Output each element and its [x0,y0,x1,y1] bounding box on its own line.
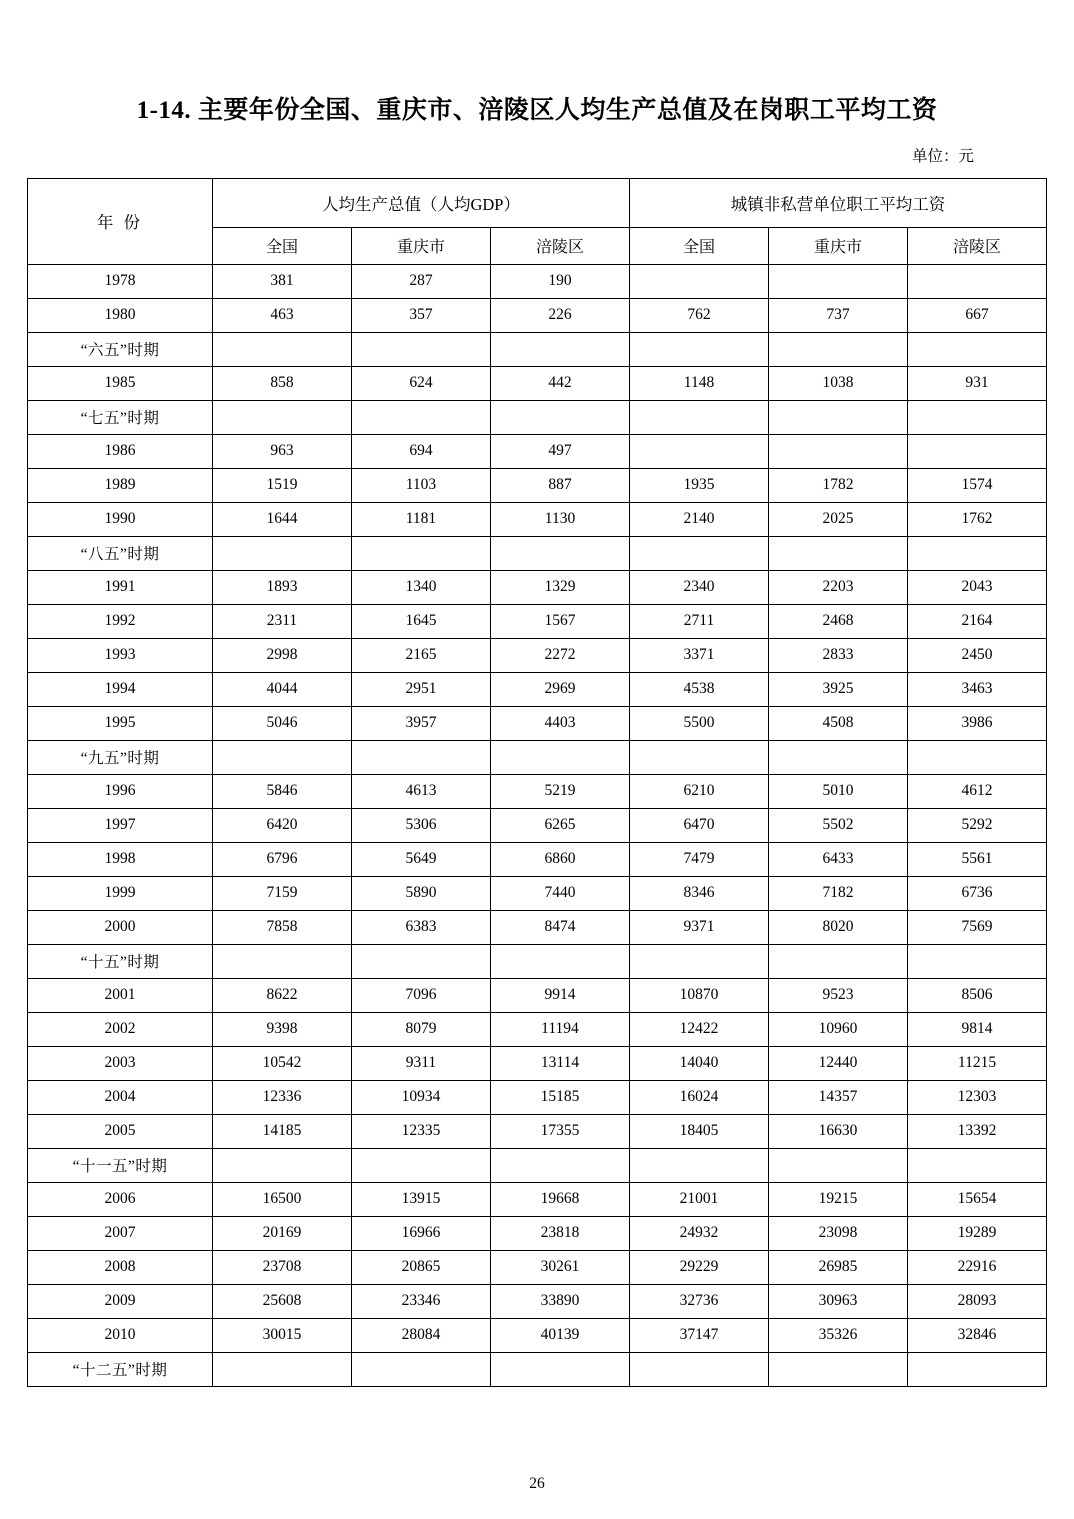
data-cell: 8506 [908,978,1047,1012]
data-cell: 2969 [490,672,629,706]
column-header-wage-national: 全国 [630,227,769,264]
data-cell: 29229 [630,1250,769,1284]
data-cell [769,264,908,298]
data-cell [351,1352,490,1386]
table-row [27,502,1046,536]
data-cell: 13392 [908,1114,1047,1148]
data-cell: 5046 [212,706,351,740]
data-cell: 10960 [769,1012,908,1046]
data-cell [351,944,490,978]
year-label: 2007 [27,1216,212,1250]
data-cell [908,434,1047,468]
data-cell: 12422 [630,1012,769,1046]
data-cell [212,944,351,978]
data-cell [630,1148,769,1182]
table-row [27,944,1046,978]
data-cell: 3463 [908,672,1047,706]
period-label: “八五”时期 [27,536,212,570]
data-cell: 8474 [490,910,629,944]
column-header-wage-chongqing: 重庆市 [769,227,908,264]
data-cell: 10934 [351,1080,490,1114]
year-label: 1995 [27,706,212,740]
data-cell: 12336 [212,1080,351,1114]
data-cell: 2340 [630,570,769,604]
year-label: 1996 [27,774,212,808]
data-cell: 20865 [351,1250,490,1284]
data-cell [490,1148,629,1182]
data-cell: 442 [490,366,629,400]
data-cell: 4613 [351,774,490,808]
data-cell: 13114 [490,1046,629,1080]
data-cell: 8079 [351,1012,490,1046]
data-cell: 1644 [212,502,351,536]
data-cell: 1782 [769,468,908,502]
data-cell: 16500 [212,1182,351,1216]
year-label: 2000 [27,910,212,944]
data-cell: 6860 [490,842,629,876]
data-cell: 23346 [351,1284,490,1318]
year-label: 1993 [27,638,212,672]
data-cell [351,536,490,570]
period-label: “九五”时期 [27,740,212,774]
data-cell: 12335 [351,1114,490,1148]
data-cell: 1567 [490,604,629,638]
data-cell: 14357 [769,1080,908,1114]
column-header-gdp-chongqing: 重庆市 [351,227,490,264]
data-cell: 20169 [212,1216,351,1250]
year-label: 1980 [27,298,212,332]
table-row [27,774,1046,808]
data-cell: 357 [351,298,490,332]
data-cell [908,332,1047,366]
data-cell: 1935 [630,468,769,502]
data-cell [908,1148,1047,1182]
data-cell [769,434,908,468]
data-cell: 24932 [630,1216,769,1250]
data-cell [630,264,769,298]
data-cell: 1103 [351,468,490,502]
data-cell: 6383 [351,910,490,944]
data-cell [630,1352,769,1386]
data-cell: 2043 [908,570,1047,604]
year-label: 1990 [27,502,212,536]
data-cell: 17355 [490,1114,629,1148]
data-cell: 2272 [490,638,629,672]
data-cell: 858 [212,366,351,400]
data-cell: 6265 [490,808,629,842]
data-cell: 6433 [769,842,908,876]
data-cell: 7858 [212,910,351,944]
data-cell: 22916 [908,1250,1047,1284]
data-cell [769,1148,908,1182]
data-cell: 16024 [630,1080,769,1114]
table-row [27,604,1046,638]
data-cell: 35326 [769,1318,908,1352]
data-cell: 287 [351,264,490,298]
data-cell [630,944,769,978]
column-group-gdp: 人均生产总值（人均GDP） [212,178,629,227]
table-row [27,298,1046,332]
table-row [27,400,1046,434]
data-cell: 3957 [351,706,490,740]
data-cell: 32736 [630,1284,769,1318]
data-cell [769,332,908,366]
period-label: “十二五”时期 [27,1352,212,1386]
data-cell: 2711 [630,604,769,638]
data-cell: 19289 [908,1216,1047,1250]
data-cell: 1038 [769,366,908,400]
data-cell: 1130 [490,502,629,536]
data-cell [490,536,629,570]
data-cell: 19668 [490,1182,629,1216]
data-cell: 463 [212,298,351,332]
data-cell: 624 [351,366,490,400]
data-cell: 694 [351,434,490,468]
table-row [27,434,1046,468]
data-cell: 9371 [630,910,769,944]
data-cell: 1893 [212,570,351,604]
year-label: 2010 [27,1318,212,1352]
column-header-gdp-national: 全国 [212,227,351,264]
data-cell [769,1352,908,1386]
table-row [27,468,1046,502]
data-cell: 226 [490,298,629,332]
data-cell: 23818 [490,1216,629,1250]
table-body [27,264,1046,1386]
unit-note: 单位：元 [911,147,974,165]
data-cell: 2833 [769,638,908,672]
data-cell: 16966 [351,1216,490,1250]
period-label: “十一五”时期 [27,1148,212,1182]
year-label: 1978 [27,264,212,298]
year-label: 1989 [27,468,212,502]
data-cell: 28093 [908,1284,1047,1318]
table-header [27,178,1046,264]
data-cell [908,944,1047,978]
data-cell: 6420 [212,808,351,842]
data-cell: 30261 [490,1250,629,1284]
data-cell [212,740,351,774]
data-cell: 16630 [769,1114,908,1148]
data-cell: 2164 [908,604,1047,638]
data-cell: 762 [630,298,769,332]
data-cell: 18405 [630,1114,769,1148]
data-cell: 2165 [351,638,490,672]
data-cell: 9398 [212,1012,351,1046]
table-row [27,876,1046,910]
data-cell [212,1148,351,1182]
table-row [27,1080,1046,1114]
data-cell [212,400,351,434]
table-row [27,1250,1046,1284]
statistics-table [27,178,1047,1387]
data-cell: 5846 [212,774,351,808]
data-cell: 5502 [769,808,908,842]
data-cell [351,332,490,366]
data-cell: 4403 [490,706,629,740]
data-cell [212,536,351,570]
data-cell: 737 [769,298,908,332]
data-cell: 7096 [351,978,490,1012]
data-cell: 1148 [630,366,769,400]
year-label: 1999 [27,876,212,910]
table-row [27,1012,1046,1046]
data-cell: 10542 [212,1046,351,1080]
table-row [27,1284,1046,1318]
data-cell: 887 [490,468,629,502]
data-cell: 5292 [908,808,1047,842]
data-cell: 25608 [212,1284,351,1318]
data-cell [490,740,629,774]
data-cell: 14040 [630,1046,769,1080]
year-label: 2002 [27,1012,212,1046]
data-cell: 2951 [351,672,490,706]
year-label: 2001 [27,978,212,1012]
data-cell: 9814 [908,1012,1047,1046]
data-cell: 5010 [769,774,908,808]
page-title: 1-14. 主要年份全国、重庆市、涪陵区人均生产总值及在岗职工平均工资 [136,97,938,124]
year-label: 2009 [27,1284,212,1318]
data-cell: 381 [212,264,351,298]
data-cell [212,332,351,366]
data-cell: 14185 [212,1114,351,1148]
data-cell [908,1352,1047,1386]
data-cell: 6210 [630,774,769,808]
data-cell [630,536,769,570]
table-row [27,366,1046,400]
table-row [27,536,1046,570]
year-label: 1986 [27,434,212,468]
data-cell: 23098 [769,1216,908,1250]
table-row [27,1114,1046,1148]
data-cell [490,400,629,434]
data-cell: 6736 [908,876,1047,910]
data-cell [630,434,769,468]
table-row [27,1318,1046,1352]
data-cell: 11194 [490,1012,629,1046]
data-cell: 4044 [212,672,351,706]
period-label: “七五”时期 [27,400,212,434]
data-cell: 9914 [490,978,629,1012]
table-header-row-main [27,178,1046,227]
data-cell: 9523 [769,978,908,1012]
table-row [27,672,1046,706]
data-cell: 30015 [212,1318,351,1352]
table-row [27,332,1046,366]
data-cell: 4508 [769,706,908,740]
data-cell: 13915 [351,1182,490,1216]
data-cell [351,1148,490,1182]
data-cell: 15654 [908,1182,1047,1216]
data-cell: 5500 [630,706,769,740]
data-cell [769,944,908,978]
data-cell: 23708 [212,1250,351,1284]
table-row [27,978,1046,1012]
data-cell: 4538 [630,672,769,706]
data-cell: 8020 [769,910,908,944]
year-label: 1998 [27,842,212,876]
data-cell: 3986 [908,706,1047,740]
table-row [27,1046,1046,1080]
table-row [27,706,1046,740]
data-cell: 26985 [769,1250,908,1284]
data-cell: 7569 [908,910,1047,944]
table-row [27,808,1046,842]
year-label: 2008 [27,1250,212,1284]
data-cell: 6796 [212,842,351,876]
column-group-wage: 城镇非私营单位职工平均工资 [630,178,1047,227]
data-cell [769,740,908,774]
data-cell: 2468 [769,604,908,638]
data-cell: 7479 [630,842,769,876]
data-cell: 11215 [908,1046,1047,1080]
data-cell: 21001 [630,1182,769,1216]
data-cell [630,740,769,774]
data-cell: 190 [490,264,629,298]
data-cell: 4612 [908,774,1047,808]
data-cell [769,536,908,570]
data-cell: 28084 [351,1318,490,1352]
year-label: 2006 [27,1182,212,1216]
period-label: “十五”时期 [27,944,212,978]
page-number: 26 [529,1475,545,1492]
period-label: “六五”时期 [27,332,212,366]
data-cell: 1340 [351,570,490,604]
data-cell [908,740,1047,774]
year-label: 1994 [27,672,212,706]
data-cell: 15185 [490,1080,629,1114]
data-cell [630,332,769,366]
data-cell: 1762 [908,502,1047,536]
data-cell: 6470 [630,808,769,842]
data-cell [908,400,1047,434]
data-cell: 1519 [212,468,351,502]
data-cell: 2998 [212,638,351,672]
data-cell [212,1352,351,1386]
data-cell: 40139 [490,1318,629,1352]
column-header-wage-fuling: 涪陵区 [908,227,1047,264]
data-cell: 33890 [490,1284,629,1318]
year-label: 1991 [27,570,212,604]
data-cell: 1645 [351,604,490,638]
data-cell [908,264,1047,298]
data-cell [351,740,490,774]
data-cell: 5306 [351,808,490,842]
data-cell: 931 [908,366,1047,400]
column-header-gdp-fuling: 涪陵区 [490,227,629,264]
data-cell: 8346 [630,876,769,910]
data-cell: 19215 [769,1182,908,1216]
data-cell: 7182 [769,876,908,910]
data-cell: 12440 [769,1046,908,1080]
data-cell [490,1352,629,1386]
data-cell: 30963 [769,1284,908,1318]
data-cell: 2140 [630,502,769,536]
year-label: 2005 [27,1114,212,1148]
data-cell: 2450 [908,638,1047,672]
year-label: 1985 [27,366,212,400]
table-row [27,1182,1046,1216]
data-cell [630,400,769,434]
table-row [27,842,1046,876]
data-cell: 12303 [908,1080,1047,1114]
data-cell: 2025 [769,502,908,536]
table-row [27,1148,1046,1182]
data-cell: 7159 [212,876,351,910]
data-cell: 10870 [630,978,769,1012]
data-cell [351,400,490,434]
column-header-year: 年 份 [27,178,212,264]
year-label: 2003 [27,1046,212,1080]
data-cell: 32846 [908,1318,1047,1352]
data-cell: 2203 [769,570,908,604]
table-row [27,264,1046,298]
data-cell: 1181 [351,502,490,536]
data-cell [769,400,908,434]
year-label: 1992 [27,604,212,638]
data-cell: 7440 [490,876,629,910]
data-cell [908,536,1047,570]
data-cell [490,332,629,366]
table-row [27,570,1046,604]
table-row [27,910,1046,944]
table-row [27,740,1046,774]
data-cell: 37147 [630,1318,769,1352]
data-cell: 3925 [769,672,908,706]
data-cell: 5649 [351,842,490,876]
data-cell: 8622 [212,978,351,1012]
data-cell: 1574 [908,468,1047,502]
data-cell [490,944,629,978]
table-row [27,1352,1046,1386]
data-cell: 5890 [351,876,490,910]
data-cell: 9311 [351,1046,490,1080]
table-row [27,638,1046,672]
data-cell: 3371 [630,638,769,672]
year-label: 2004 [27,1080,212,1114]
table-row [27,1216,1046,1250]
year-label: 1997 [27,808,212,842]
data-cell: 5561 [908,842,1047,876]
data-cell: 497 [490,434,629,468]
data-cell: 5219 [490,774,629,808]
data-cell: 667 [908,298,1047,332]
data-cell: 963 [212,434,351,468]
data-cell: 2311 [212,604,351,638]
data-cell: 1329 [490,570,629,604]
